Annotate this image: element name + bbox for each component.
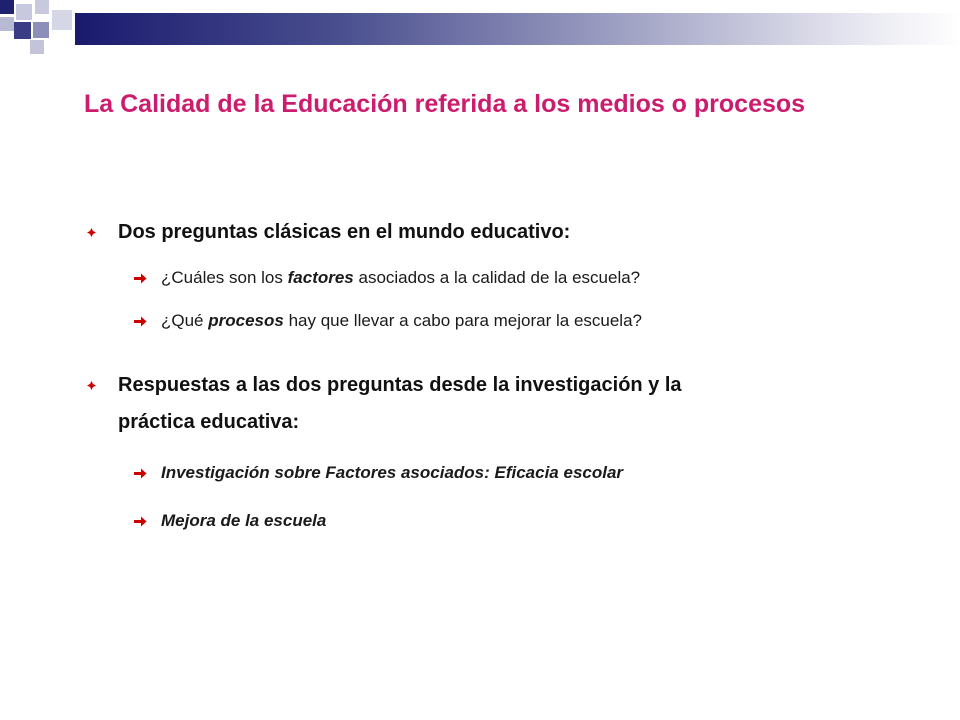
decor-square (33, 22, 49, 38)
arrow-right-icon (134, 273, 147, 284)
arrow-right-icon (134, 468, 147, 479)
sub-bullet-text-pre: ¿Qué (161, 311, 209, 330)
bullet-text: Dos preguntas clásicas en el mundo educativo: (118, 221, 571, 243)
sub-bullet-text-pre: ¿Cuáles son los (161, 268, 288, 287)
arrow-right-icon (134, 516, 147, 527)
diamond-bullet-icon (87, 228, 96, 237)
diamond-bullet-icon (87, 381, 96, 390)
bullet-text-line: Respuestas a las dos preguntas desde la investigación y la (118, 374, 682, 396)
decor-square (14, 22, 31, 39)
decor-square (0, 17, 14, 31)
decor-square (0, 0, 14, 14)
sub-bullet-text: Investigación sobre Factores asociados: Eficacia escolar (161, 463, 624, 482)
sub-bullet-emphasis: factores (287, 268, 354, 287)
bullet-item-continuation (118, 404, 914, 440)
slide-title: La Calidad de la Educación referida a los medios o procesos (84, 90, 806, 118)
sub-bullet-text-post: hay que llevar a cabo para mejorar la escuela? (283, 311, 642, 330)
sub-bullet-text: Mejora de la escuela (161, 511, 327, 530)
bullet-item (118, 214, 914, 250)
bullet-item (118, 367, 914, 403)
bullet-text-line: práctica educativa: (118, 411, 300, 433)
decor-square (35, 0, 49, 14)
decor-square (52, 10, 72, 30)
sub-bullet-item (161, 309, 914, 333)
sub-bullet-item (161, 461, 914, 485)
sub-bullet-text-post: asociados a la calidad de la escuela? (353, 268, 641, 287)
sub-bullet-item (161, 266, 914, 290)
decor-square (30, 40, 44, 54)
decor-square (16, 4, 32, 20)
sub-bullet-emphasis: procesos (208, 311, 284, 330)
arrow-right-icon (134, 316, 147, 327)
header-gradient-bar (75, 13, 960, 45)
sub-bullet-item (161, 509, 914, 533)
